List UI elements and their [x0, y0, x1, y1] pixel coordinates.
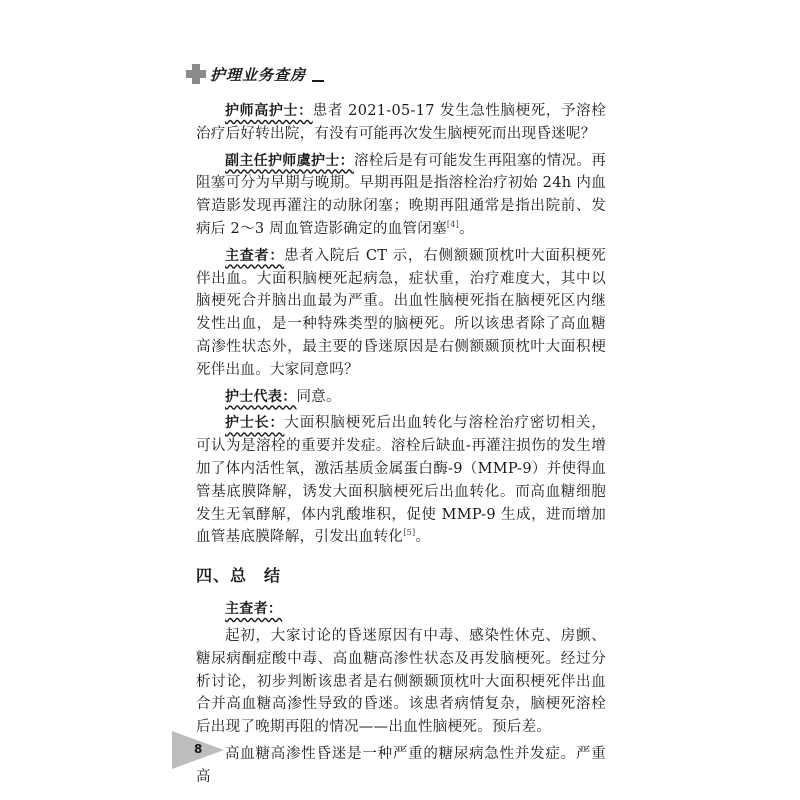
speaker-label: 护师高护士： [225, 103, 313, 119]
header-title: 护理业务查房 [210, 65, 307, 84]
medical-cross-icon [186, 64, 206, 84]
speaker-label: 主查者： [225, 247, 285, 264]
paragraph-text: 同意。 [296, 388, 341, 405]
speaker-label: 护士代表： [225, 388, 297, 405]
summary-paragraph-1: 起初，大家讨论的昏迷原因有中毒、感染性休克、房颤、糖尿病酮症酸中毒、高血糖高渗性状态及再发脑梗死。经过分析讨论，初步判断该患者是右侧额颞顶枕叶大面积梗死伴出血合并高血糖高渗性导致的昏迷。该患者病情复杂，脑梗死溶栓后出现了晚期再阻的情况——出血性脑梗死。预后差。 [196, 627, 606, 736]
dialogue-paragraph-1 [196, 100, 606, 146]
citation-ref: [5] [403, 528, 416, 538]
paragraph-text: 溶栓后是有可能发生再阻塞的情况。再阻塞可分为早期与晚期。早期再阻是指溶栓治疗初始 24h 内血管造影发现再灌注的动脉闭塞；晚期再阻通常是指出院前、发病后 2～3 周血管造影确定的血管闭塞 [196, 152, 606, 237]
speaker-label: 副主任护师虞护士： [225, 152, 354, 169]
paragraph-tail: 。 [415, 529, 431, 546]
dialogue-paragraph-5 [196, 412, 606, 549]
section-speaker-line [196, 598, 606, 621]
paragraph-tail: 。 [459, 220, 474, 237]
page-content [196, 100, 606, 789]
speaker-label: 主查者： [225, 601, 283, 618]
header-rule [312, 80, 324, 82]
dialogue-paragraph-2 [196, 150, 606, 241]
running-header [186, 60, 324, 88]
dialogue-paragraph-4 [196, 386, 606, 409]
section-heading: 四、总 结 [196, 566, 282, 586]
page-number-badge [172, 731, 224, 769]
citation-ref: [4] [446, 220, 460, 230]
paragraph-text: 大面积脑梗死后出血转化与溶栓治疗密切相关，可认为是溶栓的重要并发症。溶栓后缺血-再灌注损伤的发生增加了体内活性氧，激活基质金属蛋白酶-9（MMP-9）并使得血管基底膜降解，诱发大面积脑梗死后出血转化。而高血糖细胞发生无氧酵解，体内乳酸堆积，促使 MMP-9 生成，进而增加血管基底膜降解，引发出血转化 [196, 415, 606, 546]
summary-paragraph-2: 高血糖高渗性昏迷是一种严重的糖尿病急性并发症。严重高 [196, 745, 606, 785]
paragraph-text: 患者 2021-05-17 发生急性脑梗死，予溶栓治疗后好转出院，有没有可能再次发生脑梗死而出现昏迷呢？ [196, 103, 606, 142]
speaker-label: 护士长： [225, 415, 285, 432]
page-number: 8 [194, 742, 203, 756]
dialogue-paragraph-3 [196, 245, 606, 382]
paragraph-text: 患者入院后 CT 示，右侧额颞顶枕叶大面积梗死伴出血。大面积脑梗死起病急，症状重，治疗难度大，其中以脑梗死合并脑出血最为严重。出血性脑梗死指在脑梗死区内继发性出血，是一种特殊类型的脑梗死。所以该患者除了高血糖高渗性状态外，最主要的昏迷原因是右侧额颞顶枕叶大面积梗死伴出血。大家同意吗？ [196, 247, 606, 378]
